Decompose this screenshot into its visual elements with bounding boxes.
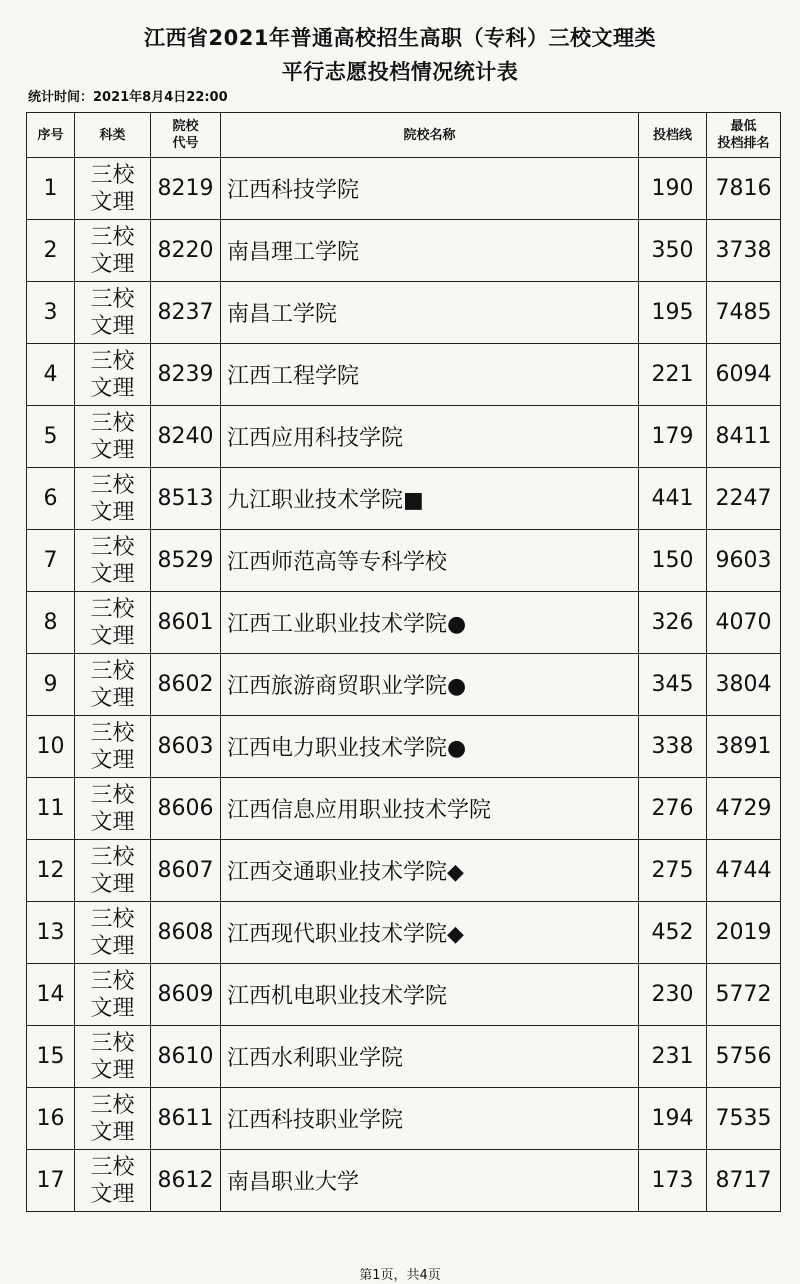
cell-code: 8609 xyxy=(151,964,221,1026)
cell-rank: 5756 xyxy=(707,1026,781,1088)
cell-rank: 7485 xyxy=(707,282,781,344)
cell-category-line2: 文理 xyxy=(90,499,135,525)
cell-rank: 5772 xyxy=(707,964,781,1026)
cell-school-name: 江西应用科技学院 xyxy=(221,406,639,468)
cell-category xyxy=(75,840,151,902)
cell-seq: 13 xyxy=(27,902,75,964)
cell-code: 8219 xyxy=(151,158,221,220)
cell-category-line2: 文理 xyxy=(90,871,135,897)
cell-school-name: 江西工程学院 xyxy=(221,344,639,406)
cell-category-line1: 三校 xyxy=(90,410,135,436)
header-code-line1: 院校 xyxy=(172,119,199,134)
table-row xyxy=(27,468,781,530)
cell-category-line2: 文理 xyxy=(90,313,135,339)
header-seq: 序号 xyxy=(27,113,75,158)
cell-school-name: 南昌理工学院 xyxy=(221,220,639,282)
cell-school-name: 江西现代职业技术学院◆ xyxy=(221,902,639,964)
cell-code: 8513 xyxy=(151,468,221,530)
cell-category-line2: 文理 xyxy=(90,933,135,959)
cell-category-line1: 三校 xyxy=(90,720,135,746)
cell-score: 441 xyxy=(639,468,707,530)
cell-code: 8240 xyxy=(151,406,221,468)
cell-category xyxy=(75,654,151,716)
cell-school-name: 江西信息应用职业技术学院 xyxy=(221,778,639,840)
cell-code: 8610 xyxy=(151,1026,221,1088)
cell-category-line2: 文理 xyxy=(90,251,135,277)
table-row xyxy=(27,344,781,406)
cell-code: 8602 xyxy=(151,654,221,716)
page-subtitle: 平行志愿投档情况统计表 xyxy=(281,60,519,84)
header-code-line2: 代号 xyxy=(172,136,199,151)
cell-school-name: 南昌工学院 xyxy=(221,282,639,344)
cell-seq: 4 xyxy=(27,344,75,406)
table-header-row xyxy=(27,113,781,158)
cell-code: 8607 xyxy=(151,840,221,902)
cell-score: 326 xyxy=(639,592,707,654)
cell-category xyxy=(75,716,151,778)
cell-category-line1: 三校 xyxy=(90,596,135,622)
page-footer: 第1页，共4页 xyxy=(359,1268,441,1283)
cell-score: 195 xyxy=(639,282,707,344)
cell-score: 276 xyxy=(639,778,707,840)
cell-school-name: 江西科技学院 xyxy=(221,158,639,220)
cell-score: 173 xyxy=(639,1150,707,1212)
cell-seq: 10 xyxy=(27,716,75,778)
cell-score: 190 xyxy=(639,158,707,220)
cell-code: 8529 xyxy=(151,530,221,592)
cell-category-line1: 三校 xyxy=(90,224,135,250)
cell-category xyxy=(75,592,151,654)
cell-rank: 4070 xyxy=(707,592,781,654)
table-row xyxy=(27,902,781,964)
table-row xyxy=(27,964,781,1026)
cell-category xyxy=(75,406,151,468)
table-row xyxy=(27,158,781,220)
cell-seq: 9 xyxy=(27,654,75,716)
table-row xyxy=(27,654,781,716)
cell-code: 8612 xyxy=(151,1150,221,1212)
cell-category-line1: 三校 xyxy=(90,658,135,684)
cell-code: 8608 xyxy=(151,902,221,964)
cell-school-name: 江西旅游商贸职业学院● xyxy=(221,654,639,716)
cell-category-line2: 文理 xyxy=(90,1057,135,1083)
cell-score: 345 xyxy=(639,654,707,716)
cell-school-name: 江西机电职业技术学院 xyxy=(221,964,639,1026)
cell-rank: 7535 xyxy=(707,1088,781,1150)
cell-score: 350 xyxy=(639,220,707,282)
cell-code: 8601 xyxy=(151,592,221,654)
cell-category-line1: 三校 xyxy=(90,968,135,994)
cell-school-name: 江西电力职业技术学院● xyxy=(221,716,639,778)
cell-category-line2: 文理 xyxy=(90,1119,135,1145)
cell-category-line2: 文理 xyxy=(90,685,135,711)
cell-category xyxy=(75,344,151,406)
cell-rank: 7816 xyxy=(707,158,781,220)
cell-category xyxy=(75,778,151,840)
cell-school-name: 九江职业技术学院■ xyxy=(221,468,639,530)
table-row xyxy=(27,406,781,468)
cell-category-line1: 三校 xyxy=(90,472,135,498)
cell-category-line2: 文理 xyxy=(90,995,135,1021)
cell-category-line2: 文理 xyxy=(90,189,135,215)
cell-score: 338 xyxy=(639,716,707,778)
cell-category-line1: 三校 xyxy=(90,1030,135,1056)
cell-category xyxy=(75,1026,151,1088)
cell-score: 221 xyxy=(639,344,707,406)
cell-category-line1: 三校 xyxy=(90,906,135,932)
table-row xyxy=(27,282,781,344)
cell-rank: 3738 xyxy=(707,220,781,282)
cell-category-line2: 文理 xyxy=(90,747,135,773)
admission-table xyxy=(26,112,781,1212)
cell-category xyxy=(75,1150,151,1212)
header-rank-line2: 投档排名 xyxy=(717,136,770,151)
cell-score: 179 xyxy=(639,406,707,468)
cell-rank: 8717 xyxy=(707,1150,781,1212)
cell-category xyxy=(75,530,151,592)
table-row xyxy=(27,840,781,902)
cell-rank: 4744 xyxy=(707,840,781,902)
cell-code: 8603 xyxy=(151,716,221,778)
cell-category xyxy=(75,1088,151,1150)
cell-seq: 14 xyxy=(27,964,75,1026)
cell-score: 452 xyxy=(639,902,707,964)
cell-category-line1: 三校 xyxy=(90,534,135,560)
header-code xyxy=(151,113,221,158)
cell-rank: 8411 xyxy=(707,406,781,468)
header-category: 科类 xyxy=(75,113,151,158)
cell-category xyxy=(75,902,151,964)
cell-score: 230 xyxy=(639,964,707,1026)
cell-category-line1: 三校 xyxy=(90,1154,135,1180)
cell-code: 8611 xyxy=(151,1088,221,1150)
cell-seq: 8 xyxy=(27,592,75,654)
cell-seq: 6 xyxy=(27,468,75,530)
table-row xyxy=(27,1026,781,1088)
cell-category-line2: 文理 xyxy=(90,437,135,463)
cell-score: 150 xyxy=(639,530,707,592)
header-name: 院校名称 xyxy=(221,113,639,158)
cell-category xyxy=(75,158,151,220)
cell-score: 231 xyxy=(639,1026,707,1088)
cell-seq: 17 xyxy=(27,1150,75,1212)
table-row xyxy=(27,530,781,592)
cell-score: 194 xyxy=(639,1088,707,1150)
cell-category-line2: 文理 xyxy=(90,375,135,401)
cell-code: 8220 xyxy=(151,220,221,282)
cell-category-line2: 文理 xyxy=(90,561,135,587)
cell-category-line2: 文理 xyxy=(90,623,135,649)
header-rank-line1: 最低 xyxy=(730,119,757,134)
cell-category-line1: 三校 xyxy=(90,1092,135,1118)
header-rank xyxy=(707,113,781,158)
cell-category-line1: 三校 xyxy=(90,162,135,188)
cell-category xyxy=(75,468,151,530)
cell-category-line1: 三校 xyxy=(90,844,135,870)
cell-category-line1: 三校 xyxy=(90,286,135,312)
table-row xyxy=(27,1150,781,1212)
header-score: 投档线 xyxy=(639,113,707,158)
cell-seq: 12 xyxy=(27,840,75,902)
cell-seq: 5 xyxy=(27,406,75,468)
cell-school-name: 江西交通职业技术学院◆ xyxy=(221,840,639,902)
cell-rank: 9603 xyxy=(707,530,781,592)
table-row xyxy=(27,592,781,654)
cell-category-line1: 三校 xyxy=(90,782,135,808)
cell-rank: 2019 xyxy=(707,902,781,964)
cell-seq: 3 xyxy=(27,282,75,344)
cell-seq: 15 xyxy=(27,1026,75,1088)
cell-code: 8606 xyxy=(151,778,221,840)
cell-school-name: 江西水利职业学院 xyxy=(221,1026,639,1088)
cell-school-name: 江西工业职业技术学院● xyxy=(221,592,639,654)
cell-rank: 2247 xyxy=(707,468,781,530)
cell-code: 8239 xyxy=(151,344,221,406)
cell-seq: 2 xyxy=(27,220,75,282)
cell-category-line1: 三校 xyxy=(90,348,135,374)
cell-category xyxy=(75,220,151,282)
cell-rank: 4729 xyxy=(707,778,781,840)
table-row xyxy=(27,716,781,778)
cell-school-name: 南昌职业大学 xyxy=(221,1150,639,1212)
cell-rank: 3804 xyxy=(707,654,781,716)
cell-school-name: 江西师范高等专科学校 xyxy=(221,530,639,592)
cell-category xyxy=(75,282,151,344)
cell-seq: 7 xyxy=(27,530,75,592)
cell-seq: 11 xyxy=(27,778,75,840)
cell-seq: 1 xyxy=(27,158,75,220)
cell-seq: 16 xyxy=(27,1088,75,1150)
cell-category-line2: 文理 xyxy=(90,809,135,835)
table-row xyxy=(27,220,781,282)
cell-category xyxy=(75,964,151,1026)
statistics-time: 统计时间：2021年8月4日22:00 xyxy=(28,90,228,105)
page-title: 江西省2021年普通高校招生高职（专科）三校文理类 xyxy=(144,26,656,50)
cell-category-line2: 文理 xyxy=(90,1181,135,1207)
cell-rank: 3891 xyxy=(707,716,781,778)
cell-score: 275 xyxy=(639,840,707,902)
table-row xyxy=(27,1088,781,1150)
cell-school-name: 江西科技职业学院 xyxy=(221,1088,639,1150)
cell-rank: 6094 xyxy=(707,344,781,406)
table-row xyxy=(27,778,781,840)
cell-code: 8237 xyxy=(151,282,221,344)
